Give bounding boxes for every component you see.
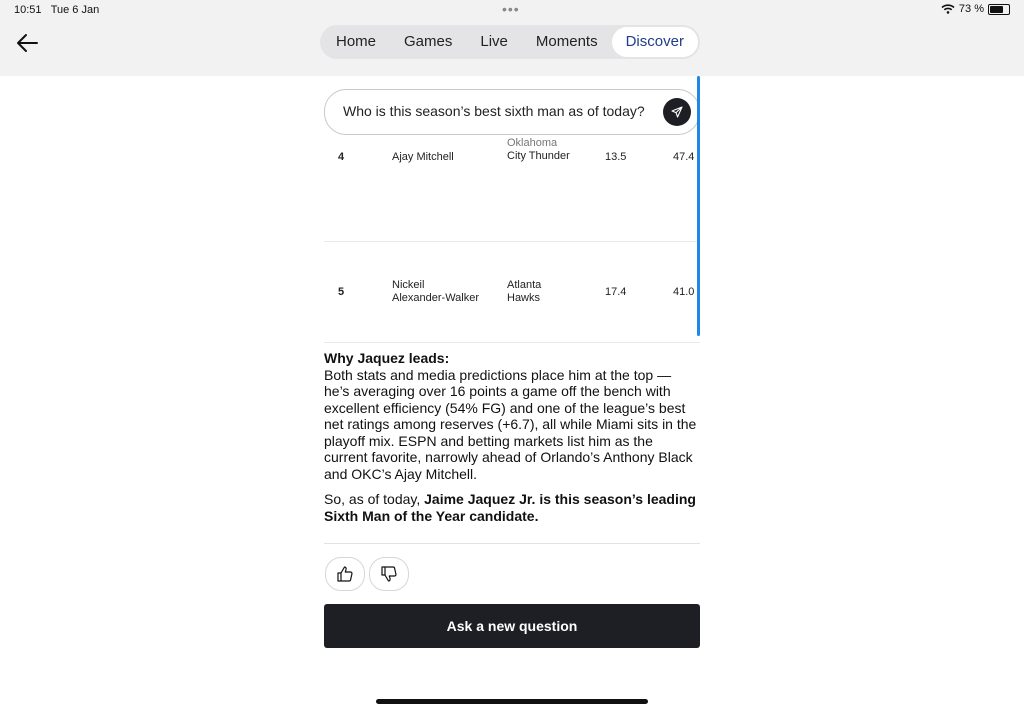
- table-row: [324, 137, 700, 242]
- answer-summary: [324, 350, 700, 524]
- summary-body: Both stats and media predictions place him at the top — he’s averaging over 16 points a game off the bench with excellent efficiency (54% FG) and one of the league’s best net ratings among reserves (+6.7), all while Miami sits in the playoff mix. ESPN and betting markets list him as the current favorite, narrowly ahead of Orlando’s Anthony Black and OKC’s Ajay Mitchell.: [324, 366, 697, 482]
- sixth-man-table: [324, 137, 700, 343]
- table-row: [324, 242, 700, 343]
- top-bar: [0, 0, 1024, 76]
- summary-conclusion: So, as of today, Jaime Jaquez Jr. is this season’s leading Sixth Man of the Year candidate.: [324, 491, 696, 524]
- ppg-cell: 17.4: [605, 286, 627, 298]
- battery-icon: [988, 4, 1010, 15]
- scrollbar[interactable]: [697, 76, 700, 336]
- back-button[interactable]: [14, 30, 42, 56]
- team-cell-line2: City Thunder: [507, 150, 570, 162]
- fg-cell: 41.0: [673, 286, 695, 298]
- player-cell: Ajay Mitchell: [392, 151, 454, 163]
- status-right: [941, 3, 1010, 15]
- player-cell-line2: Alexander-Walker: [392, 292, 480, 304]
- player-cell-line1: Nickeil: [392, 279, 425, 291]
- thumbs-down-icon: [380, 565, 398, 583]
- tab-discover[interactable]: Discover: [612, 27, 698, 57]
- like-button[interactable]: [325, 557, 365, 591]
- answer-content: [324, 76, 700, 711]
- rank-cell: 5: [338, 286, 345, 298]
- tab-live[interactable]: Live: [480, 33, 508, 50]
- fg-cell: 47.4: [673, 151, 695, 163]
- dislike-button[interactable]: [369, 557, 409, 591]
- rank-cell: 4: [338, 151, 345, 163]
- team-cell-line1: Oklahoma: [507, 137, 558, 149]
- wifi-icon: [941, 4, 955, 14]
- ask-new-question-button[interactable]: Ask a new question: [324, 604, 700, 648]
- tab-games[interactable]: Games: [404, 33, 453, 50]
- divider: [324, 543, 700, 544]
- multitask-dots-icon[interactable]: •••: [502, 1, 520, 17]
- status-time: 10:51 Tue 6 Jan: [14, 4, 100, 16]
- team-cell-line1: Atlanta: [507, 279, 542, 291]
- home-indicator[interactable]: [376, 699, 648, 704]
- question-input[interactable]: Who is this season’s best sixth man as of today?: [343, 103, 645, 119]
- summary-heading: Why Jaquez leads:: [324, 350, 450, 366]
- ppg-cell: 13.5: [605, 151, 627, 163]
- tab-moments[interactable]: Moments: [535, 33, 598, 50]
- paper-plane-icon: [671, 106, 683, 118]
- question-bar[interactable]: [324, 89, 700, 135]
- arrow-left-icon: [14, 30, 42, 56]
- tab-home[interactable]: Home: [336, 33, 377, 50]
- summary-paragraph: [324, 350, 700, 482]
- team-cell-line2: Hawks: [507, 292, 541, 304]
- thumbs-up-icon: [336, 565, 354, 583]
- main-nav: [320, 25, 700, 59]
- battery-percent: 73 %: [958, 3, 984, 15]
- send-button[interactable]: [663, 98, 691, 126]
